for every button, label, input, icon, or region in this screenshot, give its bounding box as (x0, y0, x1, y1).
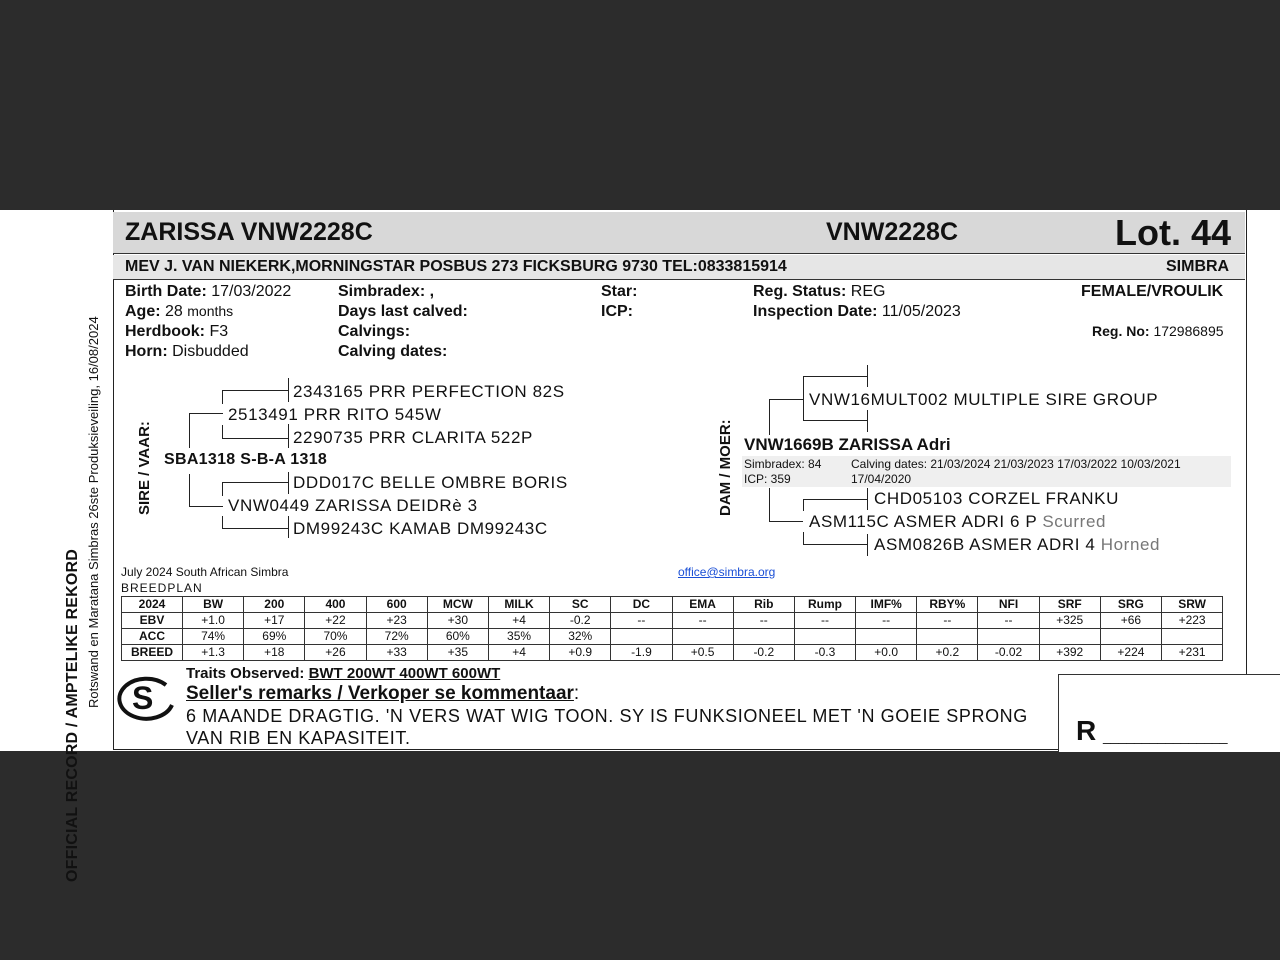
pedigree-line (222, 390, 223, 404)
remarks-heading: Seller's remarks / Verkoper se kommentaar: (186, 683, 580, 704)
star-label: Star: (601, 283, 638, 300)
ebv-cell: SRG (1100, 597, 1161, 613)
ebv-cell: -- (917, 613, 978, 629)
ebv-cell: 60% (427, 629, 488, 645)
sale-label: Rotswand en Maratana Simbras 26ste Produksieveiling, 16/08/2024 (86, 316, 101, 708)
ebv-cell: +231 (1162, 645, 1223, 661)
pedigree-line (867, 488, 868, 510)
ebv-cell: +4 (488, 613, 549, 629)
pedigree-line (222, 425, 223, 439)
sire-sire: 2513491 PRR RITO 545W (228, 405, 442, 424)
ebv-cell: +30 (427, 613, 488, 629)
dam-icp: ICP: 359 (744, 472, 791, 486)
ebv-cell: 400 (305, 597, 366, 613)
ebv-cell: 200 (244, 597, 305, 613)
calving-dates-label: Calving dates: (338, 343, 448, 360)
ebv-cell: +0.2 (917, 645, 978, 661)
ebv-cell: +224 (1100, 645, 1161, 661)
ebv-cell: +325 (1039, 613, 1100, 629)
pedigree-line (803, 376, 867, 377)
ebv-cell: SRW (1162, 597, 1223, 613)
ebv-cell: EBV (122, 613, 183, 629)
ebv-cell: NFI (978, 597, 1039, 613)
inspection-date: Inspection Date: 11/05/2023 (753, 303, 961, 320)
reg-no: Reg. No: 172986895 (1092, 323, 1224, 339)
ebv-source: July 2024 South African Simbra (121, 565, 289, 579)
ebv-row (122, 613, 1223, 629)
pedigree-line (189, 413, 190, 448)
sire-dam-sire: DDD017C BELLE OMBRE BORIS (293, 473, 568, 492)
sire-side-label: SIRE / VAAR: (136, 421, 153, 515)
horn: Horn: Disbudded (125, 343, 249, 360)
pedigree-line (769, 399, 803, 400)
pedigree-line (867, 534, 868, 556)
ebv-cell: 2024 (122, 597, 183, 613)
dam-simbradex: Simbradex: 84 (744, 457, 822, 471)
ebv-cell: -- (672, 613, 733, 629)
pedigree-line (222, 438, 288, 439)
ebv-cell: IMF% (856, 597, 917, 613)
pedigree-line (222, 528, 288, 529)
pedigree-line (288, 516, 289, 538)
price-blank[interactable]: ________________ (1103, 728, 1228, 744)
ebv-cell: ACC (122, 629, 183, 645)
remarks-line-1: 6 MAANDE DRAGTIG. 'N VERS WAT WIG TOON. SY IS FUNKSIONEEL MET 'N GOEIE SPRONG (186, 706, 1028, 726)
ebv-cell: +0.9 (550, 645, 611, 661)
remarks-line-2: VAN RIB EN KAPASITEIT. (186, 728, 411, 748)
birth-date: Birth Date: 17/03/2022 (125, 283, 292, 300)
owner-text: MEV J. VAN NIEKERK,MORNINGSTAR POSBUS 273 FICKSBURG 9730 TEL:0833815914 (125, 258, 787, 275)
ebv-cell: -0.02 (978, 645, 1039, 661)
simbra-logo (114, 671, 176, 723)
ebv-cell: 69% (244, 629, 305, 645)
ebv-cell (917, 629, 978, 645)
ebv-cell: 600 (366, 597, 427, 613)
ebv-cell: +22 (305, 613, 366, 629)
ebv-cell: +18 (244, 645, 305, 661)
ebv-source-breedplan: BREEDPLAN (121, 581, 203, 595)
pedigree-line (867, 410, 868, 432)
ebv-cell: 70% (305, 629, 366, 645)
ebv-cell: +392 (1039, 645, 1100, 661)
ebv-cell: EMA (672, 597, 733, 613)
ebv-cell: +0.5 (672, 645, 733, 661)
ebv-cell: -0.2 (550, 613, 611, 629)
ebv-cell (978, 629, 1039, 645)
pedigree-line (769, 399, 770, 435)
dam-name: VNW1669B ZARISSA Adri (744, 435, 951, 454)
ebv-cell: +0.0 (856, 645, 917, 661)
ebv-cell: Rump (794, 597, 855, 613)
svg-text:S: S (132, 680, 154, 716)
ebv-cell: SC (550, 597, 611, 613)
sire-dam-dam: DM99243C KAMAB DM99243C (293, 519, 548, 538)
ebv-cell: +223 (1162, 613, 1223, 629)
pedigree-line (803, 420, 867, 421)
ebv-cell: -0.2 (733, 645, 794, 661)
sire-dam: VNW0449 ZARISSA DEIDRè 3 (228, 496, 478, 515)
ebv-cell: -- (856, 613, 917, 629)
ebv-cell (794, 629, 855, 645)
pedigree-line (189, 474, 190, 506)
ebv-cell: RBY% (917, 597, 978, 613)
breed-avg-row (122, 645, 1223, 661)
pedigree-line (222, 482, 223, 496)
calvings-label: Calvings: (338, 323, 411, 340)
pedigree-line (803, 376, 804, 421)
age: Age: 28 months (125, 303, 234, 320)
ebv-cell (1162, 629, 1223, 645)
animal-name: ZARISSA VNW2228C (125, 218, 373, 246)
ebv-cell: -- (794, 613, 855, 629)
ebv-cell: +4 (488, 645, 549, 661)
days-last-calved-label: Days last calved: (338, 303, 468, 320)
dam-sire: VNW16MULT002 MULTIPLE SIRE GROUP (809, 390, 1159, 409)
ebv-cell: +1.3 (183, 645, 244, 661)
ebv-cell (1039, 629, 1100, 645)
animal-code: VNW2228C (826, 218, 958, 246)
ebv-cell: BREED (122, 645, 183, 661)
email-link[interactable]: office@simbra.org (678, 565, 776, 579)
ebv-cell: +35 (427, 645, 488, 661)
ebv-cell (672, 629, 733, 645)
ebv-cell: +66 (1100, 613, 1161, 629)
ebv-cell: -0.3 (794, 645, 855, 661)
pedigree-line (769, 488, 770, 521)
pedigree-line (222, 516, 223, 528)
price-symbol: R (1076, 715, 1097, 746)
sire-sire-sire: 2343165 PRR PERFECTION 82S (293, 382, 565, 401)
dam-side-label: DAM / MOER: (717, 419, 734, 516)
dam-calving-dates: Calving dates: 21/03/2024 21/03/2023 17/03/2022 10/03/2021 (851, 457, 1181, 471)
ebv-cell: 74% (183, 629, 244, 645)
lot-number: Lot. 44 (1115, 212, 1232, 253)
traits-observed: Traits Observed: BWT 200WT 400WT 600WT (186, 665, 501, 682)
ebv-cell: +1.0 (183, 613, 244, 629)
ebv-cell: Rib (733, 597, 794, 613)
pedigree-line (222, 390, 288, 391)
ebv-cell (856, 629, 917, 645)
reg-status: Reg. Status: REG (753, 283, 886, 300)
ebv-cell: -- (978, 613, 1039, 629)
pedigree-line (288, 424, 289, 448)
pedigree-line (769, 521, 803, 522)
pedigree-line (867, 365, 868, 387)
dam-dam: ASM115C ASMER ADRI 6 P Scurred (809, 512, 1107, 531)
ebv-cell: MCW (427, 597, 488, 613)
ebv-cell (1100, 629, 1161, 645)
simbra-s-icon (114, 671, 176, 723)
pedigree-line (803, 499, 804, 511)
ebv-table (121, 596, 1223, 661)
pedigree-line (189, 413, 223, 414)
pedigree-line (288, 378, 289, 402)
ebv-cell: +23 (366, 613, 427, 629)
icp-label: ICP: (601, 303, 633, 320)
sire-sire-dam: 2290735 PRR CLARITA 522P (293, 428, 533, 447)
sex-label: FEMALE/VROULIK (1081, 283, 1224, 300)
ebv-cell: +33 (366, 645, 427, 661)
dam-dam-sire: CHD05103 CORZEL FRANKU (874, 489, 1119, 508)
ebv-cell: +26 (305, 645, 366, 661)
ebv-cell (611, 629, 672, 645)
ebv-cell (733, 629, 794, 645)
ebv-cell: 32% (550, 629, 611, 645)
sire-name: SBA1318 S-B-A 1318 (164, 451, 328, 468)
ebv-cell: -- (733, 613, 794, 629)
dam-dam-dam: ASM0826B ASMER ADRI 4 Horned (874, 535, 1161, 554)
pedigree-line (803, 544, 867, 545)
breed-label: SIMBRA (1166, 258, 1230, 275)
ebv-cell: MILK (488, 597, 549, 613)
herdbook: Herdbook: F3 (125, 323, 229, 340)
simbradex-label: Simbradex: , (338, 283, 435, 300)
pedigree-line (222, 482, 288, 483)
pedigree-line (288, 472, 289, 494)
ebv-cell: 35% (488, 629, 549, 645)
official-record-label: OFFICIAL RECORD / AMPTELIKE REKORD (64, 548, 81, 882)
ebv-header-row (122, 597, 1223, 613)
pedigree-line (803, 499, 867, 500)
ebv-cell: 72% (366, 629, 427, 645)
ebv-cell: -1.9 (611, 645, 672, 661)
ebv-cell: +17 (244, 613, 305, 629)
ebv-cell: -- (611, 613, 672, 629)
pedigree-line (189, 506, 223, 507)
ebv-cell: DC (611, 597, 672, 613)
dam-calving-dates-2: 17/04/2020 (851, 472, 912, 486)
pedigree-line (803, 532, 804, 544)
ebv-cell: SRF (1039, 597, 1100, 613)
catalogue-card (0, 210, 1280, 882)
acc-row (122, 629, 1223, 645)
ebv-cell: BW (183, 597, 244, 613)
